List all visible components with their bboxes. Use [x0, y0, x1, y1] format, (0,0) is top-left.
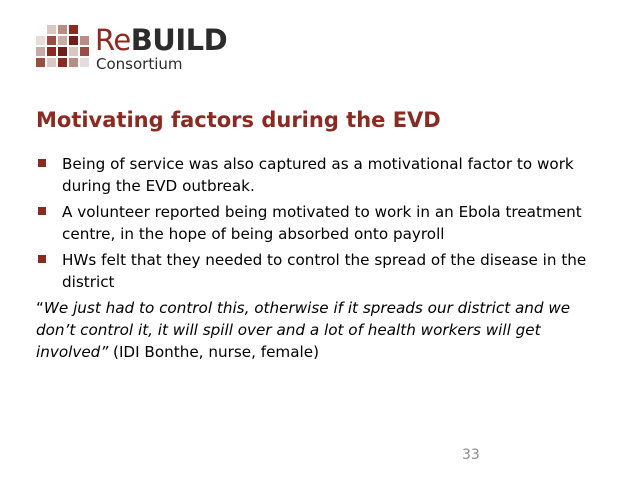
- bullet-text: Being of service was also captured as a motivational factor to work during the EVD outbreak.: [62, 155, 574, 195]
- brand-sub: Consortium: [96, 55, 183, 73]
- quote-source: (IDI Bonthe, nurse, female): [108, 343, 320, 361]
- square-bullet-icon: [38, 255, 46, 263]
- quote-paragraph: [36, 297, 606, 363]
- logo-grid-icon: [35, 23, 91, 75]
- square-bullet-icon: [38, 207, 46, 215]
- logo-wordmark: [95, 25, 227, 73]
- brand-re: Re: [95, 23, 131, 57]
- bullet-item: [36, 249, 606, 293]
- square-bullet-icon: [38, 159, 46, 167]
- slide-title: Motivating factors during the EVD: [36, 108, 441, 132]
- bullet-text: A volunteer reported being motivated to work in an Ebola treatment centre, in the hope of being absorbed onto payroll: [62, 203, 582, 243]
- slide-content: [36, 153, 606, 363]
- bullet-item: [36, 153, 606, 197]
- quote-text: We just had to control this, otherwise if it spreads our district and we don’t control it, it will spill over and a lot of health workers will get involved”: [36, 299, 571, 361]
- page-number: 33: [462, 447, 480, 463]
- brand-build: BUILD: [130, 23, 228, 57]
- bullet-item: [36, 201, 606, 245]
- bullet-text: HWs felt that they needed to control the spread of the disease in the district: [62, 251, 587, 291]
- quote-open-mark: “: [36, 299, 44, 317]
